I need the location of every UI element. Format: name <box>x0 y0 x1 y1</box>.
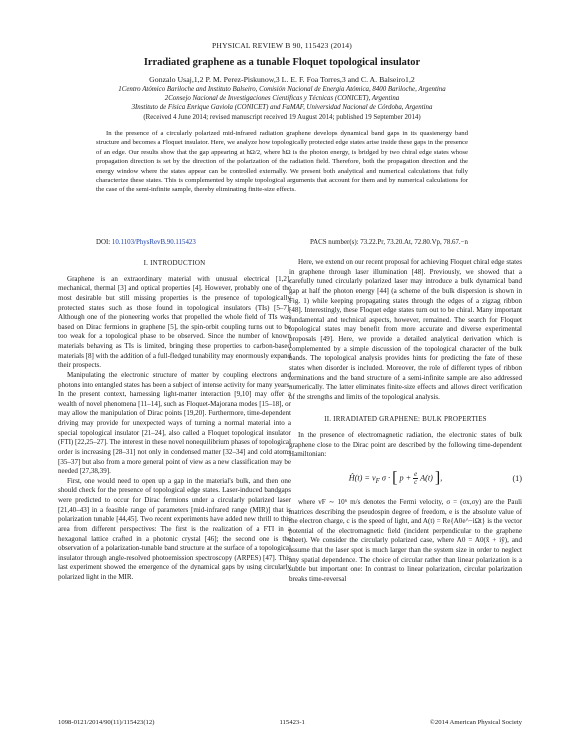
intro-paragraph-4: Here, we extend on our recent proposal for achieving Floquet chiral edge states in graphene through laser illumination [48]. Previously, we showed that a carefully tuned circularly polarized laser may introduce a bulk dynamical band gap at half the photon energy [44] (a scheme of the bulk dispersion is shown in Fig. 1) while keeping propagating states through the edges of a zigzag ribbon [48]. Interestingly, these Floquet edge states turn out to be chiral. Many important fundamental and technical aspects, however, remained. The search for Floquet topological states may benefit from more accurate and diverse experimental proposals [49]. Here, we provide a detailed analytical derivation which is complemented by a simple discussion of the topological character of the bulk bands. The topological analysis provides hints for predicting the fate of these states when disorder is included. Moreover, the role of different types of ribbon terminations and the band structure of a semi-infinite sample are also addressed numerically. The latter eliminates finite-size effects and allows direct verification of the strengths and limits of the topological analysis. <box>289 258 522 401</box>
author-list: Gonzalo Usaj,1,2 P. M. Perez-Piskunow,3 L. E. F. Foa Torres,3 and C. A. Balseiro1,2 <box>149 75 415 84</box>
affiliation-1: 1Centro Atómico Bariloche and Instituto Balseiro, Comisión Nacional de Energía Atómica, 8400 Bariloche, Argentina <box>118 86 446 93</box>
footer-copyright: ©2014 American Physical Society <box>429 719 522 726</box>
received-dates: (Received 4 June 2014; revised manuscript received 19 August 2014; published 19 September 2014) <box>143 114 421 121</box>
abstract: In the presence of a circularly polarized mid-infrared radiation graphene develops dynamical band gaps in its quasienergy band structure and becomes a Floquet insulator. Here, we analyze how topologically protected edge states arise inside these gaps in the presence of an edge. Our results show that the gap appearing at ħΩ/2, where ħΩ is the photon energy, is bridged by two chiral edge states whose propagation direction is set by the direction of the polarization of the radiation field. Therefore, both the propagation direction and the energy window where the states appear can be controlled externally. We present both analytical and numerical calculations that fully characterize these states. This is complemented by simple topological arguments that account for them and by numerical calculations for the case of the semi-infinite sample, thereby eliminating finite-size effects. <box>96 130 468 194</box>
page-footer <box>58 719 522 726</box>
pacs-numbers: PACS number(s): 73.22.Pr, 73.20.At, 72.80.Vp, 78.67.−n <box>309 239 468 246</box>
equation-number: (1) <box>512 474 522 484</box>
equation-vector-potential: A(t) <box>420 473 433 483</box>
intro-paragraph-2: Manipulating the electronic structure of matter by coupling electrons and photons into entangled states has been a subject of intense activity for many years. In the present context, harnessing light-matter interaction [9,10] may offer a wealth of novel phenomena [11–14], such as Floquet-Majorana modes [15–18], or may allow the manipulation of Dirac points [19,20]. Furthermore, time-dependent driving may provide for unexpected ways of turning a normal material into a special topological insulator [21–24], also called a Floquet topological insulator (FTI) [22,25–27]. The interest in these novel nonequilibrium phases of topological order is increasing [28–31] not only in condensed matter [32–34] and cold atoms [35–37] but also from a more general point of view as a new classification may be needed [27,38,39]. <box>58 370 291 476</box>
intro-paragraph-1: Graphene is an extraordinary material with unusual electrical [1,2], mechanical, thermal [3] and optical properties [4]. However, probably one of the most desirable but still missing properties is the presence of topologically protected states such as those found in topological insulators (TIs) [5–7]. Although one of the pioneering works that propelled the whole field of TIs was based on Dirac fermions in graphene [5], the spin-orbit coupling turns out to be too weak for a topological phase to be observed. Since the number of known materials behaving as TIs is limited, bringing these properties to carbon-based materials [8] with the addition of a full-fledged tunability may enormously expand their prospects. <box>58 274 291 370</box>
paper-title: Irradiated graphene as a tunable Floquet topological insulator <box>143 57 421 68</box>
affiliation-2: 2Consejo Nacional de Investigaciones Científicas y Técnicas (CONICET), Argentina <box>164 95 400 102</box>
equation-fraction <box>413 471 418 486</box>
left-bracket-icon: [ <box>392 469 398 487</box>
equation-p: p + <box>399 473 414 483</box>
section-heading-introduction: I. INTRODUCTION <box>143 259 206 267</box>
affiliation-3: 3Instituto de Física Enrique Gaviola (CONICET) and FaMAF, Universidad Nacional de Córdoba, Argentina <box>131 104 433 111</box>
section-heading-bulk: II. IRRADIATED GRAPHENE: BULK PROPERTIES <box>324 415 487 424</box>
right-column <box>289 258 522 585</box>
equation-sub: F <box>375 478 380 486</box>
intro-paragraph-3: First, one would need to open up a gap in the material's bulk, and then one should check for the presence of topological edge states. Laser-induced bandgaps were predicted to occur for Dirac fermions under a circularly polarized laser [21,40–43] in a feasible range of parameters [mid-infrared range (MIR)] that is polarization tunable [44,45]. Two recent experiments have added new thrill to this area from different perspectives: The first is the realization of a FTI in a hexagonal lattice crafted in a photonic crystal [46]; the second one is the observation of a polarization-tunable band structure at the surface of a topological insulator through angle-resolved photoemission spectroscopy (ARPES) [47]. This last experiment showed the emergence of the dynamical gaps by using circularly polarized light in the MIR. <box>58 476 291 581</box>
hamiltonian-equation <box>289 468 522 490</box>
equation-lhs: Ĥ(t) = v <box>348 473 376 483</box>
doi-prefix: DOI: <box>96 239 112 246</box>
equation-body: Ĥ(t) = $v_F$ σ · [ p + $\frac{e}{c}$ A(t) ], <box>348 469 443 487</box>
equation-sigma: σ · <box>379 473 393 483</box>
right-bracket-icon: ] <box>434 469 441 487</box>
left-column <box>58 258 291 583</box>
bulk-paragraph-2: where vF ∼ 10⁶ m/s denotes the Fermi velocity, σ = (σx,σy) are the Pauli matrices describing the pseudospin degree of freedom, e is the absolute value of the electron charge, c is the speed of light, and A(t) = Re{A0e^−iΩt} is the vector potential of the electromagnetic field (incident perpendicular to the graphene sheet). We consider the circularly polarized case, where A0 = A0(x̂ + iŷ), and assume that the laser spot is much larger than the system size in order to neglect any spatial dependence. The choice of circular rather than linear polarization is a subtle but important one: In contrast to linear polarization, circular polarization breaks time-reversal <box>289 497 522 583</box>
running-head: PHYSICAL REVIEW B 90, 115423 (2014) <box>211 41 353 50</box>
bulk-paragraph-1: In the presence of electromagnetic radiation, the electronic states of bulk graphene close to the Dirac point are described by the following time-dependent Hamiltonian: <box>289 431 522 459</box>
fraction-numerator: e <box>414 471 418 479</box>
footer-issn: 1098-0121/2014/90(11)/115423(12) <box>58 719 155 726</box>
doi-line <box>96 239 468 246</box>
fraction-denominator: c <box>414 479 418 487</box>
doi <box>96 239 196 246</box>
footer-page-number: 115423-1 <box>279 719 305 726</box>
doi-link[interactable]: 10.1103/PhysRevB.90.115423 <box>111 239 196 246</box>
